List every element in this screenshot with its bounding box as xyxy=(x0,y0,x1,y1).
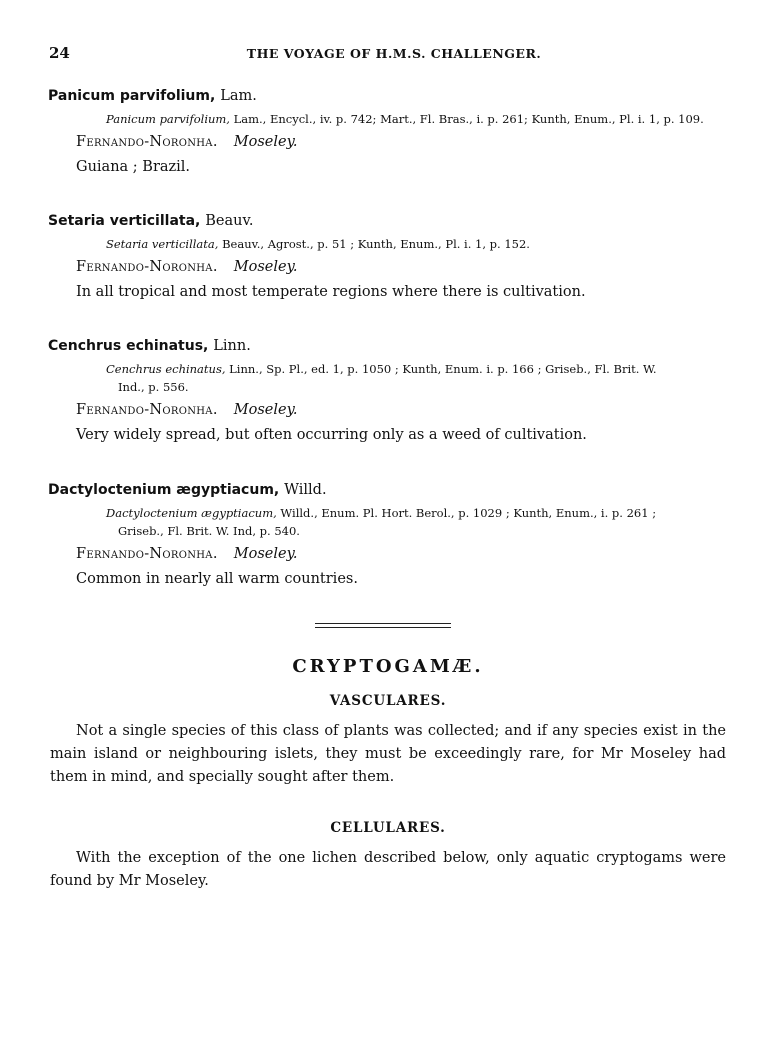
reference-name: Dactyloctenium ægyptiacum, xyxy=(106,506,277,520)
locality-name: Fernando-Noronha. xyxy=(76,259,218,275)
collector-name: Moseley. xyxy=(233,546,298,562)
collector-name: Moseley. xyxy=(233,402,298,418)
page-header xyxy=(49,44,739,64)
species-locality xyxy=(76,398,738,422)
reference-name: Panicum parvifolium, xyxy=(106,112,230,126)
species-distribution: Guiana ; Brazil. xyxy=(76,159,191,175)
species-author: Linn. xyxy=(213,338,251,354)
species-entry xyxy=(48,480,738,592)
species-name: Setaria verticillata, xyxy=(48,213,201,229)
locality-name: Fernando-Noronha. xyxy=(76,546,218,562)
locality-name: Fernando-Noronha. xyxy=(76,134,218,150)
section-title: CRYPTOGAMÆ. xyxy=(292,656,484,677)
species-name: Cenchrus echinatus, xyxy=(48,338,209,354)
species-name-line xyxy=(48,336,738,356)
species-locality xyxy=(76,130,738,154)
body-paragraph: Not a single species of this class of plants was collected; and if any species exist in the main island or neighbouring islets, they must be exceedingly rare, for Mr Moseley had them in mind, and specially sought after them. xyxy=(50,723,726,785)
subsection-title: CELLULARES. xyxy=(330,820,446,836)
reference-citation: Lam., Encycl., iv. p. 742; Mart., Fl. Bras., i. p. 261; Kunth, Enum., Pl. i. 1, p. 109. xyxy=(229,112,704,126)
collector-name: Moseley. xyxy=(233,259,298,275)
section-rule xyxy=(315,623,451,624)
reference-continuation: Griseb., Fl. Brit. W. Ind, p. 540. xyxy=(118,524,300,538)
species-name: Panicum parvifolium, xyxy=(48,88,216,104)
species-locality xyxy=(76,542,738,566)
species-entry xyxy=(48,211,738,305)
species-author: Lam. xyxy=(220,88,257,104)
species-author: Beauv. xyxy=(205,213,254,229)
reference-citation: Linn., Sp. Pl., ed. 1, p. 1050 ; Kunth, Enum. i. p. 166 ; Griseb., Fl. Brit. W. xyxy=(225,362,657,376)
species-locality xyxy=(76,255,738,279)
species-reference xyxy=(106,360,738,378)
collector-name: Moseley. xyxy=(233,134,298,150)
species-entry xyxy=(48,336,738,448)
species-entry xyxy=(48,86,738,180)
running-title: THE VOYAGE OF H.M.S. CHALLENGER. xyxy=(246,46,542,61)
reference-continuation: Ind., p. 556. xyxy=(118,380,189,394)
species-distribution: In all tropical and most temperate regions where there is cultivation. xyxy=(76,284,586,300)
section-rule xyxy=(315,627,451,628)
species-reference xyxy=(106,235,738,253)
species-reference xyxy=(106,504,738,522)
species-name-line xyxy=(48,480,738,500)
species-name-line xyxy=(48,86,738,106)
reference-citation: Willd., Enum. Pl. Hort. Berol., p. 1029 ; Kunth, Enum., i. p. 261 ; xyxy=(276,506,657,520)
species-distribution: Very widely spread, but often occurring only as a weed of cultivation. xyxy=(76,427,587,443)
species-distribution: Common in nearly all warm countries. xyxy=(76,571,358,587)
locality-name: Fernando-Noronha. xyxy=(76,402,218,418)
species-reference xyxy=(106,110,738,128)
page-number: 24 xyxy=(49,44,70,62)
subsection-title: VASCULARES. xyxy=(329,693,447,709)
species-name: Dactyloctenium ægyptiacum, xyxy=(48,482,280,498)
body-paragraph: With the exception of the one lichen described below, only aquatic cryptogams were found by Mr Moseley. xyxy=(50,850,726,889)
reference-name: Setaria verticillata, xyxy=(106,237,219,251)
species-name-line xyxy=(48,211,738,231)
species-author: Willd. xyxy=(284,482,327,498)
reference-citation: Beauv., Agrost., p. 51 ; Kunth, Enum., Pl. i. 1, p. 152. xyxy=(218,237,530,251)
reference-name: Cenchrus echinatus, xyxy=(106,362,226,376)
